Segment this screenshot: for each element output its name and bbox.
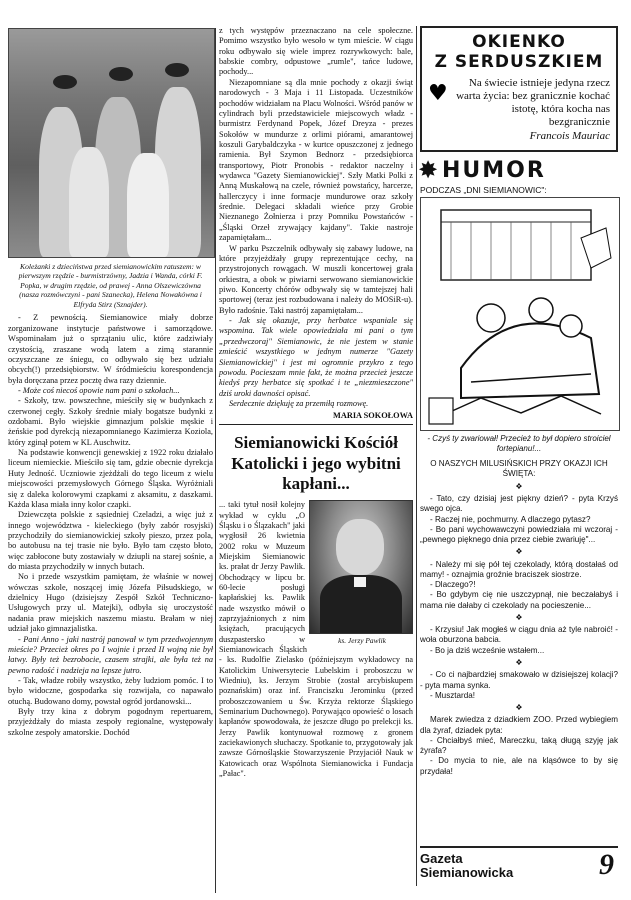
cartoon-header: PODCZAS „DNI SIEMIANOWIC": bbox=[420, 185, 547, 195]
page-footer bbox=[420, 846, 618, 892]
jokes-section bbox=[420, 459, 618, 777]
column-middle bbox=[219, 26, 413, 779]
divider-icon: ❖ bbox=[515, 481, 523, 491]
newspaper-title: Gazeta Siemianowicka bbox=[420, 851, 514, 880]
author-signature: MARIA SOKOŁOWA bbox=[333, 411, 413, 421]
joke-line: - Dlaczego?! bbox=[430, 580, 476, 590]
jokes-title: O NASZYCH MILUSIŃSKICH PRZY OKAZJI ICH ŚWIĘTA: bbox=[430, 459, 608, 479]
photo-caption: Koleżanki z dzieciństwa przed siemianowickim ratuszem: w pierwszym rzędzie - burmistrzówny, Jadzia i Wanda, córki F. Popka, w drugim rzędzie, od prawej - Anna Olszewiczówna (nasza rozmówczyni - pani Szanecka), Helena Nowakówna i Elfryda Stirz (Sznajder). bbox=[18, 262, 203, 309]
cartoon-illustration bbox=[420, 197, 620, 431]
burst-icon: ✸ bbox=[418, 156, 441, 184]
article-text: ks. Jerzy Pawlik ... taki tytuł nosił kolejny wykład w cyklu „O Śląsku i o Ślązakach" jaki wygłosił 26 kwietnia 2002 roku w Muzeum Miejskim Siemianowic ks. prałat dr Jerzy Pawlik. Obchodzący w lipcu br. 60-lecie posługi kapłańskiej ks. Pawlik nade wszystko mówił o zaprzyjaźnionych z nim księżach, pracujących duszpastersko w Siemianowicach Śląskich - ks. Rudolfie Zielasko (późniejszym wykładowcy na Katolickim Uniwersytecie Lubelskim i proboszczu w Wiedniu), ks. Jerzym Strobie (został arcybiskupem poznańskim) oraz inf. Franciszku Jerominku (przed proboszczowaniem u Św. Krzyża rektorze Śląskiego Seminarium Duchownego). Porywająco opowieść o losach kapłanów spowodowała, że jeszcze długo po prelekcji ks. Jerzy Pawlik kontynuował rozmowę z gronem zaciekawionych słuchaczy. Spotkanie to, przygotowały jak zawsze Górnośląskie Stowarzyszenie Przyjaciół Nauk w Katowicach oraz Wspólnota Siemianowicka i Fundacja „Pałac". bbox=[219, 500, 413, 778]
humor-title: ✸ HUMOR bbox=[418, 156, 546, 184]
childhood-friends-photo bbox=[8, 28, 215, 258]
column-left bbox=[8, 28, 213, 738]
column-right bbox=[420, 26, 618, 777]
column-divider-2 bbox=[416, 26, 417, 886]
article-headline: Siemianowicki Kościół Katolicki i jego wybitni kapłani... bbox=[231, 433, 401, 494]
joke-line: - Raczej nie, pochmurny. A dlaczego pytasz? bbox=[430, 514, 591, 524]
portrait-photo bbox=[309, 500, 413, 634]
divider-icon: ❖ bbox=[515, 612, 523, 622]
interview-text-left: - Z pewnością. Siemianowice miały dobrze zorganizowane instytucje państwowe i samorządowe. Wspominałam już o sprzątaniu ulic, które zadziwiały czystością, zraszane wodą latem a zimą starannie oczyszczane ze śniegu, co odbywało się bez udziału obcych(!) przedsiębiorstw. W śródmieściu korespondencja była doręczana przez pocztę dwa razy dziennie. - Może coś niecoś opowie nam pani o szkołach... - Szkoły, tzw. powszechne, mieściły się w budynkach z czerwonej cegły. Szkoły średnie miały bogatsze budynki z ozdobami. Było wiejskie gimnazjum polskie męskie i żeńskie pod dyrekcją niezapomnianego Kazimierza Koziola, który zginął potem w KL Auschwitz. Na podstawie konwencji genewskiej z 1922 roku działało liceum niemieckie. Mieściło się tam, gdzie obecnie dyrekcja Huty Jedność. Uczniowie zjeżdżali do tego liceum z wielu miejscowości przemysłowych Górnego Śląska. Wyróżniali się z daleka kolorowymi czapkami z aksamitu, z daszkami. Każda klasa miała inny kolor czapki. Dziewczęta polskie z sąsiedniej Czeladzi, a więc już z innego województwa - kieleckiego (były zabór rosyjski) przychodziły do siemianowickiej szkoły pieszo, przez pola, bo autobusu na tej trasie nie było. Było tam często błoto, więc zabłocone buty zostawiały w dziupli na starej sośnie, a do miasta przychodziły w innych butach. No i przede wszystkim pamiętam, że właśnie w nowej wówczas szkole, noszącej imię Józefa Piłsudskiego, w dzielnicy Hugo (dzisiejszy Zespół Szkół Techniczno-Usługowych przy ul. Matejki), odbyła się uroczystość nadania praw miejskich naszemu miastu. Brałam w niej udział jako gimnazjalistka. - Pani Anno - jaki nastrój panował w tym przedwojennym mieście? Przecież okres po I wojnie i przed II wojną nie był łatwy. Były też bezrobocie, czasem strajki, ale była też na pewno radość i nadzieja na lepsze jutro. - Tak, władze robiły wszystko, żeby ludziom pomóc. I to było widoczne, gospodarka się rozwijała, co napawało otuchą. Budowano domy, powstał ogród jordanowski... Były trzy kina z dobrym pogodnym repertuarem, przyjeżdżały do miasta zespoły regionalne, występowały szkolne zespoły amatorskie. Dochód bbox=[8, 313, 213, 737]
cartoon-caption: - Czyś ty zwariował! Przecież to był dopiero stroiciel fortepianu!... bbox=[427, 434, 611, 453]
joke-line: - Do mycia to nie, ale na kląsówce to by się przydała! bbox=[420, 756, 618, 776]
joke-line: - Bo pani wychowawczyni powiedziała mi wczoraj - „pewnego pięknego dnia przez ciebie zwariuję"... bbox=[420, 524, 618, 545]
joke-line: - Chciałbyś mieć, Mareczku, taką długą szyję jak żyrafa? bbox=[420, 735, 618, 756]
joke-line: - Tato, czy dzisiaj jest piękny dzień? - pyta Krzyś swego ojca. bbox=[420, 493, 618, 514]
interview-text-middle: z tych występów przeznaczano na cele społeczne. Pomimo wszystko było wesoło w tym mieście. W ciągu roku odbywało się wiele imprez rozrywkowych: bale, babskie combry, odpustowe „rumle", tańce ludowe, pochody... Niezapomniane są dla mnie pochody z okazji świąt narodowych - 3 Maja i 11 Listopada. Uczestników pochodów widziałam na Placu Wolności. Wśród panów w cylindrach byli przedstawiciele miejscowych władz - burmistrz Ferdynand Popek, Józef Dreyza - prezes Sokołów w mundurze z orlimi piórami, amarantowej koszuli Garybaldczyka - w kurtce opuszczonej z jednego ramienia. Był Szymon Bednorz - przedsiębiorca transportowy, Piotr Pronobis - redaktor naczelny i wydawca "Gazety Siemianowickiej". Szły Matki Polki z Anną Muskałową na czele, również powstańcy, harcerze, hallerczycy i inne formacje mundurowe oraz szkoły średnie. Delegaci składali wieńce przy Grobie Nieznanego Żołnierza i przy Pomniku Powstańców - „Śląski Orzeł zrywający kajdany". Takie nastroje zapamiętałam... W parku Pszczelnik odbywały się zabawy ludowe, na które przyjeżdżały grupy reprezentujące cechy, na przystrojonych rowągach. W muszli koncertowej grała orkiestra, a obok w piwiarni serwowano siemianowickie piwo. Koncerty chórów odbywały się w tamtejszej hali sportowej (teraz jest rozbudowana i należy do MOSiR-u). Było radośnie. Taki nastrój zapamiętałam... - Jak się okazuje, przy herbatce wspaniale się wspomina. Tak wiele opowiedziała mi pani o tym „przedwczoraj" Siemianowic, że nie jestem w stanie zmieścić wszystkiego w jednym numerze "Gazety Siemianowickiej" i jest mi ogromnie przykro z tego powodu. Pocieszam mnie fakt, że można przecież jeszcze kiedyś przy herbatce się spotkać i te „niezmieszczone" dziś uroki dawności opisać. Serdecznie dziękuję za przemiłą rozmowę. bbox=[219, 26, 413, 408]
joke-line: - Krzysiu! Jak mogłeś w ciągu dnia aż tyle nabroić! - woła oburzona babcia. bbox=[420, 625, 618, 645]
divider-icon: ❖ bbox=[515, 657, 523, 667]
column-divider bbox=[215, 28, 216, 893]
heart-icon: ♥ bbox=[428, 80, 448, 106]
joke-line: - Bo gdybym cię nie uszczypnął, nie beczałabyś i mama nie dałaby ci czekolady na pocieszenie... bbox=[420, 590, 618, 610]
page-number: 9 bbox=[599, 848, 614, 881]
quote-author: Francois Mauriac bbox=[529, 129, 610, 142]
joke-line: - Musztarda! bbox=[430, 690, 475, 700]
divider-icon: ❖ bbox=[515, 547, 523, 557]
joke-line: Marek zwiedza z dziadkiem ZOO. Przed wybiegiem dla żyraf, dziadek pyta: bbox=[420, 715, 618, 735]
quote-text: ♥ Na świecie istnieje jedyna rzecz warta życia: bez granicznie kochać istotę, która kocha nas bezgranicznie bbox=[428, 76, 610, 129]
joke-line: - Należy mi się pół tej czekolady, którą dostałaś od mamy! - oznajmia groźnie braciszek siostrze. bbox=[420, 559, 618, 579]
portrait-caption: ks. Jerzy Pawlik bbox=[338, 636, 386, 646]
okienko-box bbox=[420, 26, 618, 152]
okienko-title: OKIENKO Z SERDUSZKIEM bbox=[434, 32, 604, 73]
joke-line: - Bo ja dziś wcześnie wstałem... bbox=[430, 645, 545, 655]
joke-line: - Co ci najbardziej smakowało w dzisiejszej kolacji? - pyta mama synka. bbox=[420, 670, 618, 690]
divider-icon: ❖ bbox=[515, 703, 523, 713]
